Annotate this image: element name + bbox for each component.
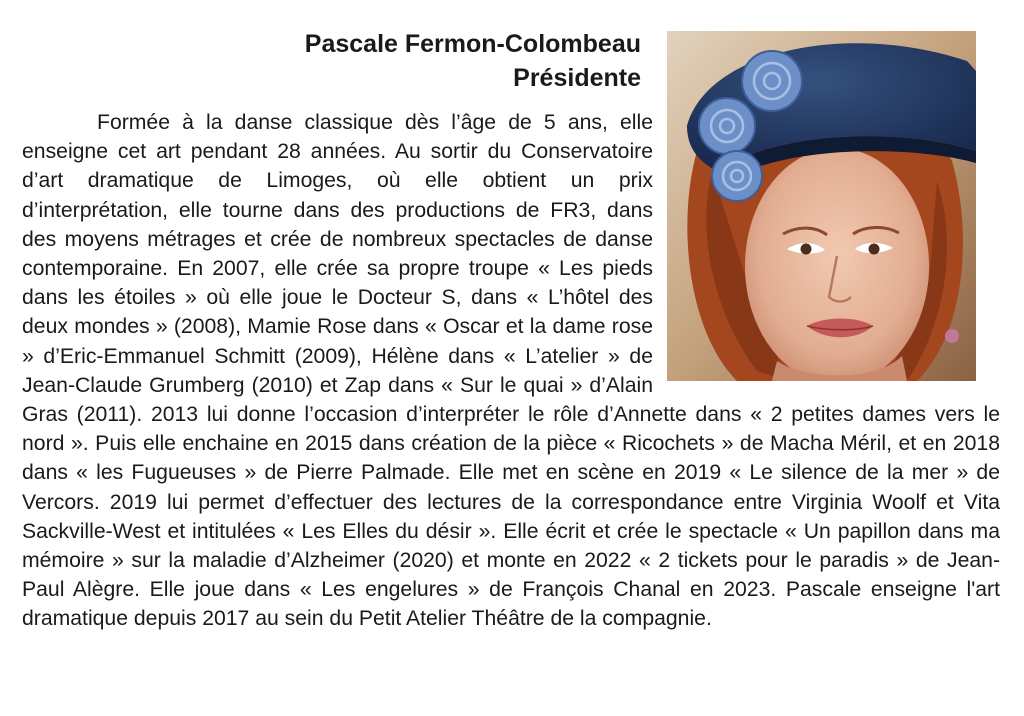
person-role: Présidente: [513, 64, 641, 92]
biography-body: Formée à la danse classique dès l’âge de 5 ans, elle enseigne cet art pendant 28 années. Au sortir du Conservatoire d’art dramatique de Limoges, où elle obtient un prix d’interprétation, elle tourne dans des productions de FR3, dans des moyens métrages et crée de nombreux spectacles de danse contemporaine. En 2007, elle crée sa propre troupe « Les pieds dans les étoiles » où elle joue le Docteur S, dans « L’hôtel des deux mondes » (2008), Mamie Rose dans « Oscar et la dame rose » d’Eric-Emmanuel Schmitt (2009), Hélène dans « L’atelier » de Jean-Claude Grumberg (2010) et Zap dans « Sur le quai » d’Alain Gras (2011). 2013 lui donne l’occasion d’interpréter le rôle d’Annette dans « 2 petites dames vers le nord ». Puis elle enchaine en 2015 dans création de la pièce « Ricochets » de Macha Méril, et en 2018 dans « les Fugueuses » de Pierre Palmade. Elle met en scène en 2019 « Le silence de la mer » de Vercors. 2019 lui permet d’effectuer des lectures de la correspondance entre Virginia Woolf et Vita Sackville-West et intitulées « Les Elles du désir ». Elle écrit et crée le spectacle « Un papillon dans ma mémoire » sur la maladie d’Alzheimer (2020) et monte en 2022 « 2 tickets pour le paradis » de Jean-Paul Alègre. Elle joue dans « Les engelures » de François Chanal en 2023. Pascale enseigne l'art dramatique depuis 2017 au sein du Petit Atelier Théâtre de la compagnie.: [22, 111, 1000, 631]
biography-text: [22, 108, 1000, 634]
person-name: Pascale Fermon-Colombeau: [304, 30, 641, 58]
